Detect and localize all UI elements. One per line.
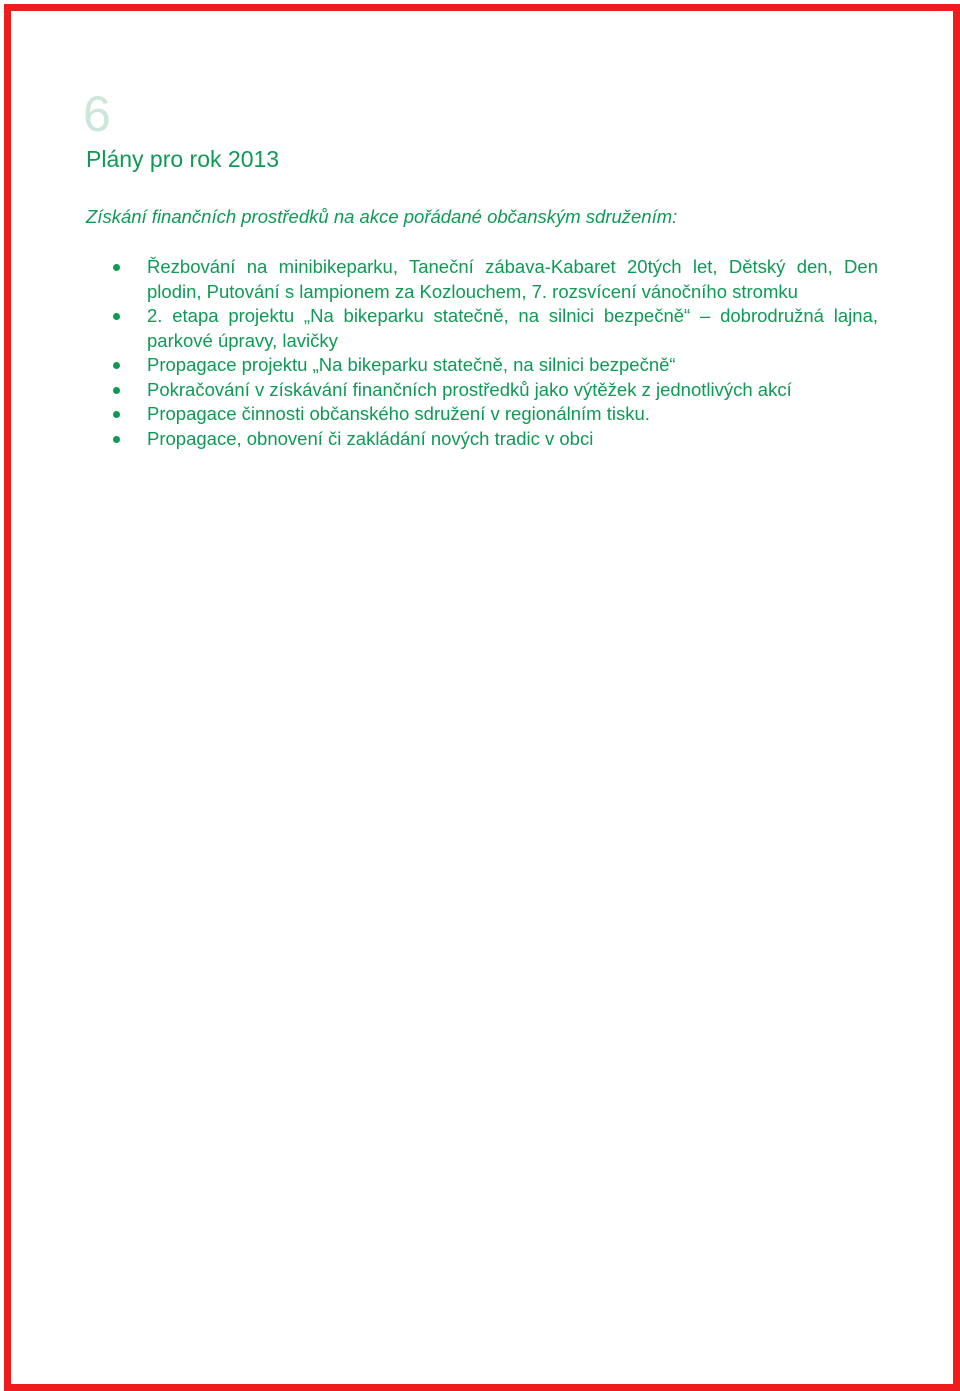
section-number: 6 — [83, 86, 111, 142]
list-item-text: Propagace, obnovení či zakládání nových tradic v obci — [147, 427, 594, 449]
list-item — [110, 427, 878, 452]
list-item — [110, 353, 878, 378]
list-item-text: Řezbování na minibikeparku, Taneční zábava-Kabaret 20tých let, Dětský den, Den plodin, Putování s lampionem za Kozlouchem, 7. rozsvícení vánočního stromku — [147, 256, 878, 302]
section-title: Plány pro rok 2013 — [86, 146, 280, 172]
bullet-icon — [113, 313, 120, 320]
bullet-icon — [113, 411, 120, 418]
bullet-icon — [113, 387, 120, 394]
list-item-text: Propagace činnosti občanského sdružení v regionálním tisku. — [147, 403, 650, 424]
list-item-text: Propagace projektu „Na bikeparku statečně, na silnici bezpečně“ — [147, 354, 676, 375]
list-item — [110, 378, 878, 403]
list-item — [110, 402, 878, 427]
list-item-text: Pokračování v získávání finančních prostředků jako výtěžek z jednotlivých akcí — [147, 378, 792, 400]
bullet-icon — [113, 264, 120, 271]
list-item — [110, 304, 878, 353]
bullet-icon — [113, 436, 120, 443]
list-item — [110, 255, 878, 304]
intro-heading: Získání finančních prostředků na akce pořádané občanským sdružením: — [86, 206, 678, 227]
bullet-icon — [113, 362, 120, 369]
list-item-text: 2. etapa projektu „Na bikeparku statečně, na silnici bezpečně“ – dobrodružná lajna, parkové úpravy, lavičky — [147, 305, 878, 351]
plans-list — [110, 255, 878, 451]
